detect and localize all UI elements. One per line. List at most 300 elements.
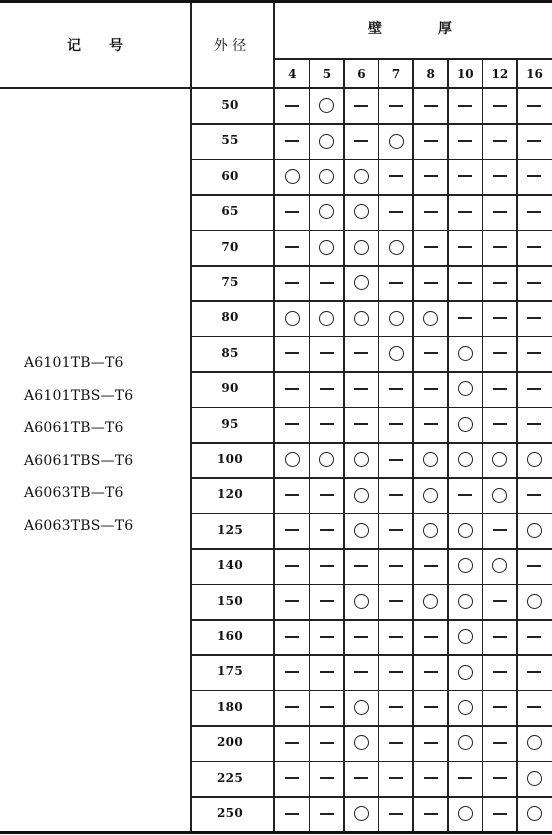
dash-icon xyxy=(320,671,334,673)
dash-icon xyxy=(285,742,299,744)
unavailable-mark xyxy=(517,230,552,265)
unavailable-mark xyxy=(379,584,414,619)
circle-icon xyxy=(527,523,542,538)
unavailable-mark xyxy=(413,796,448,831)
circle-icon xyxy=(319,169,334,184)
available-mark xyxy=(448,371,483,406)
circle-icon xyxy=(527,735,542,750)
unavailable-mark xyxy=(413,725,448,760)
circle-icon xyxy=(354,311,369,326)
unavailable-mark xyxy=(275,654,310,689)
circle-icon xyxy=(354,594,369,609)
designation-item: A6101TB—T6 xyxy=(24,355,124,371)
dash-icon xyxy=(285,813,299,815)
dash-icon xyxy=(285,529,299,531)
available-mark xyxy=(379,336,414,371)
dash-icon xyxy=(389,282,403,284)
dash-icon xyxy=(493,317,507,319)
dash-icon xyxy=(389,742,403,744)
circle-icon xyxy=(423,311,438,326)
dash-icon xyxy=(424,777,438,779)
circle-icon xyxy=(527,806,542,821)
unavailable-mark xyxy=(275,230,310,265)
circle-icon xyxy=(319,240,334,255)
dash-icon xyxy=(320,388,334,390)
unavailable-mark xyxy=(379,654,414,689)
dash-icon xyxy=(354,671,368,673)
dash-icon xyxy=(527,388,541,390)
unavailable-mark xyxy=(448,300,483,335)
circle-icon xyxy=(492,488,507,503)
unavailable-mark xyxy=(448,88,483,123)
dash-icon xyxy=(424,105,438,107)
dash-icon xyxy=(493,813,507,815)
circle-icon xyxy=(423,594,438,609)
circle-icon xyxy=(285,452,300,467)
circle-icon xyxy=(354,735,369,750)
dash-icon xyxy=(389,777,403,779)
unavailable-mark xyxy=(483,796,518,831)
available-mark xyxy=(413,442,448,477)
dash-icon xyxy=(493,777,507,779)
unavailable-mark xyxy=(344,371,379,406)
unavailable-mark xyxy=(413,265,448,300)
unavailable-mark xyxy=(379,619,414,654)
unavailable-mark xyxy=(413,690,448,725)
circle-icon xyxy=(458,452,473,467)
unavailable-mark xyxy=(517,194,552,229)
available-mark xyxy=(275,159,310,194)
unavailable-mark xyxy=(483,654,518,689)
outer-diameter-value: 70 xyxy=(221,239,239,254)
dash-icon xyxy=(285,600,299,602)
circle-icon xyxy=(458,594,473,609)
dash-icon xyxy=(320,529,334,531)
unavailable-mark xyxy=(310,796,345,831)
unavailable-mark xyxy=(517,690,552,725)
dash-icon xyxy=(424,671,438,673)
dash-icon xyxy=(424,565,438,567)
thickness-header-7: 7 xyxy=(391,67,401,81)
unavailable-mark xyxy=(379,442,414,477)
available-mark xyxy=(413,513,448,548)
outer-diameter-value: 85 xyxy=(221,345,239,360)
available-mark xyxy=(448,548,483,583)
dash-icon xyxy=(424,388,438,390)
unavailable-mark xyxy=(275,88,310,123)
dash-icon xyxy=(458,140,472,142)
unavailable-mark xyxy=(517,300,552,335)
dash-icon xyxy=(389,813,403,815)
dash-icon xyxy=(458,317,472,319)
dash-icon xyxy=(389,423,403,425)
unavailable-mark xyxy=(379,796,414,831)
unavailable-mark xyxy=(517,371,552,406)
dash-icon xyxy=(527,565,541,567)
dash-icon xyxy=(354,636,368,638)
outer-diameter-value: 95 xyxy=(221,416,239,431)
circle-icon xyxy=(458,523,473,538)
circle-icon xyxy=(354,169,369,184)
unavailable-mark xyxy=(483,230,518,265)
dash-icon xyxy=(424,706,438,708)
unavailable-mark xyxy=(344,88,379,123)
designation-item: A6061TB—T6 xyxy=(24,420,124,436)
outer-diameter-value: 60 xyxy=(221,168,239,183)
dash-icon xyxy=(320,777,334,779)
dash-icon xyxy=(527,636,541,638)
dash-icon xyxy=(527,494,541,496)
unavailable-mark xyxy=(379,88,414,123)
unavailable-mark xyxy=(310,619,345,654)
unavailable-mark xyxy=(483,159,518,194)
available-mark xyxy=(448,796,483,831)
outer-diameter-header: 外 径 xyxy=(213,38,247,54)
dash-icon xyxy=(458,777,472,779)
unavailable-mark xyxy=(275,761,310,796)
unavailable-mark xyxy=(483,123,518,158)
unavailable-mark xyxy=(344,123,379,158)
outer-diameter-value: 100 xyxy=(217,452,243,466)
available-mark xyxy=(448,619,483,654)
outer-diameter-value: 140 xyxy=(217,558,243,573)
circle-icon xyxy=(354,452,369,467)
outer-diameter-value: 90 xyxy=(221,381,239,396)
unavailable-mark xyxy=(275,123,310,158)
unavailable-mark xyxy=(517,265,552,300)
unavailable-mark xyxy=(275,265,310,300)
circle-icon xyxy=(423,488,438,503)
dash-icon xyxy=(424,282,438,284)
circle-icon xyxy=(389,240,404,255)
dash-icon xyxy=(389,175,403,177)
circle-icon xyxy=(319,452,334,467)
available-mark xyxy=(517,761,552,796)
dash-icon xyxy=(493,282,507,284)
available-mark xyxy=(517,725,552,760)
unavailable-mark xyxy=(483,619,518,654)
available-mark xyxy=(483,548,518,583)
dash-icon xyxy=(320,423,334,425)
unavailable-mark xyxy=(310,407,345,442)
dash-icon xyxy=(424,175,438,177)
dash-icon xyxy=(493,352,507,354)
dash-icon xyxy=(285,636,299,638)
circle-icon xyxy=(319,98,334,113)
circle-icon xyxy=(354,204,369,219)
unavailable-mark xyxy=(483,690,518,725)
circle-icon xyxy=(354,523,369,538)
unavailable-mark xyxy=(483,761,518,796)
circle-icon xyxy=(458,700,473,715)
dash-icon xyxy=(493,388,507,390)
unavailable-mark xyxy=(344,619,379,654)
thickness-header-16: 16 xyxy=(526,67,543,81)
dash-icon xyxy=(493,140,507,142)
unavailable-mark xyxy=(310,265,345,300)
available-mark xyxy=(448,442,483,477)
thickness-header-10: 10 xyxy=(456,67,474,81)
circle-icon xyxy=(389,311,404,326)
dash-icon xyxy=(458,494,472,496)
dash-icon xyxy=(458,211,472,213)
unavailable-mark xyxy=(517,619,552,654)
dash-icon xyxy=(527,175,541,177)
circle-icon xyxy=(354,240,369,255)
wall-thickness-header: 壁 厚 xyxy=(368,21,452,37)
unavailable-mark xyxy=(413,123,448,158)
circle-icon xyxy=(458,381,473,396)
dash-icon xyxy=(458,246,472,248)
circle-icon xyxy=(458,417,473,432)
available-mark xyxy=(344,442,379,477)
unavailable-mark xyxy=(344,548,379,583)
dash-icon xyxy=(285,565,299,567)
circle-icon xyxy=(423,452,438,467)
outer-diameter-value: 120 xyxy=(217,487,243,502)
dash-icon xyxy=(424,246,438,248)
circle-icon xyxy=(458,346,473,361)
outer-diameter-value: 125 xyxy=(217,522,243,537)
dash-icon xyxy=(493,529,507,531)
dash-icon xyxy=(493,423,507,425)
dash-icon xyxy=(493,246,507,248)
designation-item: A6061TBS—T6 xyxy=(24,452,134,469)
unavailable-mark xyxy=(517,336,552,371)
outer-diameter-value: 65 xyxy=(221,204,239,219)
available-mark xyxy=(448,407,483,442)
dash-icon xyxy=(354,423,368,425)
circle-icon xyxy=(527,452,542,467)
available-mark xyxy=(413,584,448,619)
unavailable-mark xyxy=(310,548,345,583)
table-bottom-rule xyxy=(0,831,552,834)
unavailable-mark xyxy=(310,371,345,406)
thickness-header-5: 5 xyxy=(322,67,332,81)
unavailable-mark xyxy=(483,336,518,371)
circle-icon xyxy=(354,700,369,715)
unavailable-mark xyxy=(275,407,310,442)
available-mark xyxy=(344,265,379,300)
unavailable-mark xyxy=(379,159,414,194)
designation-item: A6063TB—T6 xyxy=(24,485,124,501)
unavailable-mark xyxy=(517,548,552,583)
unavailable-mark xyxy=(483,513,518,548)
available-mark xyxy=(310,123,345,158)
available-mark xyxy=(344,477,379,512)
unavailable-mark xyxy=(379,407,414,442)
circle-icon xyxy=(285,169,300,184)
dash-icon xyxy=(424,813,438,815)
dash-icon xyxy=(493,600,507,602)
dash-icon xyxy=(527,706,541,708)
dash-icon xyxy=(320,565,334,567)
available-mark xyxy=(517,796,552,831)
circle-icon xyxy=(527,594,542,609)
dash-icon xyxy=(389,459,403,461)
available-mark xyxy=(413,477,448,512)
unavailable-mark xyxy=(483,725,518,760)
unavailable-mark xyxy=(517,88,552,123)
dash-icon xyxy=(389,529,403,531)
outer-diameter-value: 150 xyxy=(217,593,243,608)
unavailable-mark xyxy=(310,336,345,371)
dash-icon xyxy=(389,600,403,602)
unavailable-mark xyxy=(379,371,414,406)
unavailable-mark xyxy=(275,725,310,760)
dash-icon xyxy=(389,211,403,213)
unavailable-mark xyxy=(310,690,345,725)
dash-icon xyxy=(527,105,541,107)
unavailable-mark xyxy=(379,265,414,300)
available-mark xyxy=(517,442,552,477)
available-mark xyxy=(344,513,379,548)
unavailable-mark xyxy=(344,336,379,371)
unavailable-mark xyxy=(448,230,483,265)
unavailable-mark xyxy=(517,123,552,158)
dash-icon xyxy=(285,352,299,354)
available-mark xyxy=(517,584,552,619)
unavailable-mark xyxy=(448,761,483,796)
circle-icon xyxy=(492,558,507,573)
unavailable-mark xyxy=(517,654,552,689)
circle-icon xyxy=(527,771,542,786)
available-mark xyxy=(448,654,483,689)
unavailable-mark xyxy=(379,725,414,760)
circle-icon xyxy=(319,134,334,149)
available-mark xyxy=(344,690,379,725)
dash-icon xyxy=(493,742,507,744)
unavailable-mark xyxy=(344,761,379,796)
dash-icon xyxy=(320,352,334,354)
dash-icon xyxy=(389,388,403,390)
unavailable-mark xyxy=(310,477,345,512)
dash-icon xyxy=(285,777,299,779)
unavailable-mark xyxy=(483,371,518,406)
unavailable-mark xyxy=(310,584,345,619)
unavailable-mark xyxy=(483,194,518,229)
unavailable-mark xyxy=(413,159,448,194)
dash-icon xyxy=(354,388,368,390)
unavailable-mark xyxy=(275,477,310,512)
dash-icon xyxy=(285,105,299,107)
dash-icon xyxy=(354,565,368,567)
unavailable-mark xyxy=(275,194,310,229)
dash-icon xyxy=(527,352,541,354)
unavailable-mark xyxy=(517,407,552,442)
outer-diameter-value: 225 xyxy=(217,770,243,785)
unavailable-mark xyxy=(275,371,310,406)
dash-icon xyxy=(424,352,438,354)
dash-icon xyxy=(320,813,334,815)
dash-icon xyxy=(320,636,334,638)
available-mark xyxy=(448,690,483,725)
available-mark xyxy=(413,300,448,335)
unavailable-mark xyxy=(379,477,414,512)
circle-icon xyxy=(458,806,473,821)
dash-icon xyxy=(493,175,507,177)
dash-icon xyxy=(389,671,403,673)
unavailable-mark xyxy=(310,761,345,796)
unavailable-mark xyxy=(448,194,483,229)
designation-header: 记 号 xyxy=(67,38,123,54)
dash-icon xyxy=(285,388,299,390)
circle-icon xyxy=(354,275,369,290)
dash-icon xyxy=(320,494,334,496)
thickness-header-4: 4 xyxy=(288,67,297,81)
dash-icon xyxy=(320,742,334,744)
circle-icon xyxy=(423,523,438,538)
outer-diameter-value: 250 xyxy=(217,806,243,820)
dash-icon xyxy=(493,211,507,213)
dash-icon xyxy=(527,423,541,425)
circle-icon xyxy=(458,735,473,750)
designation-item: A6063TBS—T6 xyxy=(24,517,134,534)
dash-icon xyxy=(493,706,507,708)
dash-icon xyxy=(493,671,507,673)
dash-icon xyxy=(285,140,299,142)
dash-icon xyxy=(285,706,299,708)
circle-icon xyxy=(354,488,369,503)
available-mark xyxy=(310,300,345,335)
available-mark xyxy=(448,336,483,371)
unavailable-mark xyxy=(344,407,379,442)
unavailable-mark xyxy=(483,584,518,619)
unavailable-mark xyxy=(275,796,310,831)
unavailable-mark xyxy=(448,265,483,300)
unavailable-mark xyxy=(448,123,483,158)
unavailable-mark xyxy=(275,336,310,371)
outer-diameter-value: 200 xyxy=(217,735,243,750)
available-mark xyxy=(448,584,483,619)
available-mark xyxy=(310,88,345,123)
dash-icon xyxy=(389,636,403,638)
dash-icon xyxy=(527,140,541,142)
unavailable-mark xyxy=(379,513,414,548)
available-mark xyxy=(275,442,310,477)
unavailable-mark xyxy=(483,88,518,123)
circle-icon xyxy=(354,806,369,821)
outer-diameter-value: 75 xyxy=(221,275,239,289)
unavailable-mark xyxy=(448,159,483,194)
available-mark xyxy=(448,513,483,548)
dash-icon xyxy=(527,282,541,284)
available-mark xyxy=(344,159,379,194)
circle-icon xyxy=(389,346,404,361)
available-mark xyxy=(379,123,414,158)
outer-diameter-value: 55 xyxy=(221,133,239,148)
available-mark xyxy=(344,584,379,619)
available-mark xyxy=(310,159,345,194)
available-mark xyxy=(310,442,345,477)
dash-icon xyxy=(389,565,403,567)
dash-icon xyxy=(458,105,472,107)
unavailable-mark xyxy=(379,761,414,796)
circle-icon xyxy=(319,311,334,326)
available-mark xyxy=(275,300,310,335)
unavailable-mark xyxy=(413,407,448,442)
unavailable-mark xyxy=(275,584,310,619)
available-mark xyxy=(344,796,379,831)
circle-icon xyxy=(458,629,473,644)
dash-icon xyxy=(354,777,368,779)
dash-icon xyxy=(285,671,299,673)
unavailable-mark xyxy=(379,690,414,725)
circle-icon xyxy=(285,311,300,326)
thickness-header-6: 6 xyxy=(357,67,366,81)
unavailable-mark xyxy=(413,761,448,796)
circle-icon xyxy=(458,665,473,680)
